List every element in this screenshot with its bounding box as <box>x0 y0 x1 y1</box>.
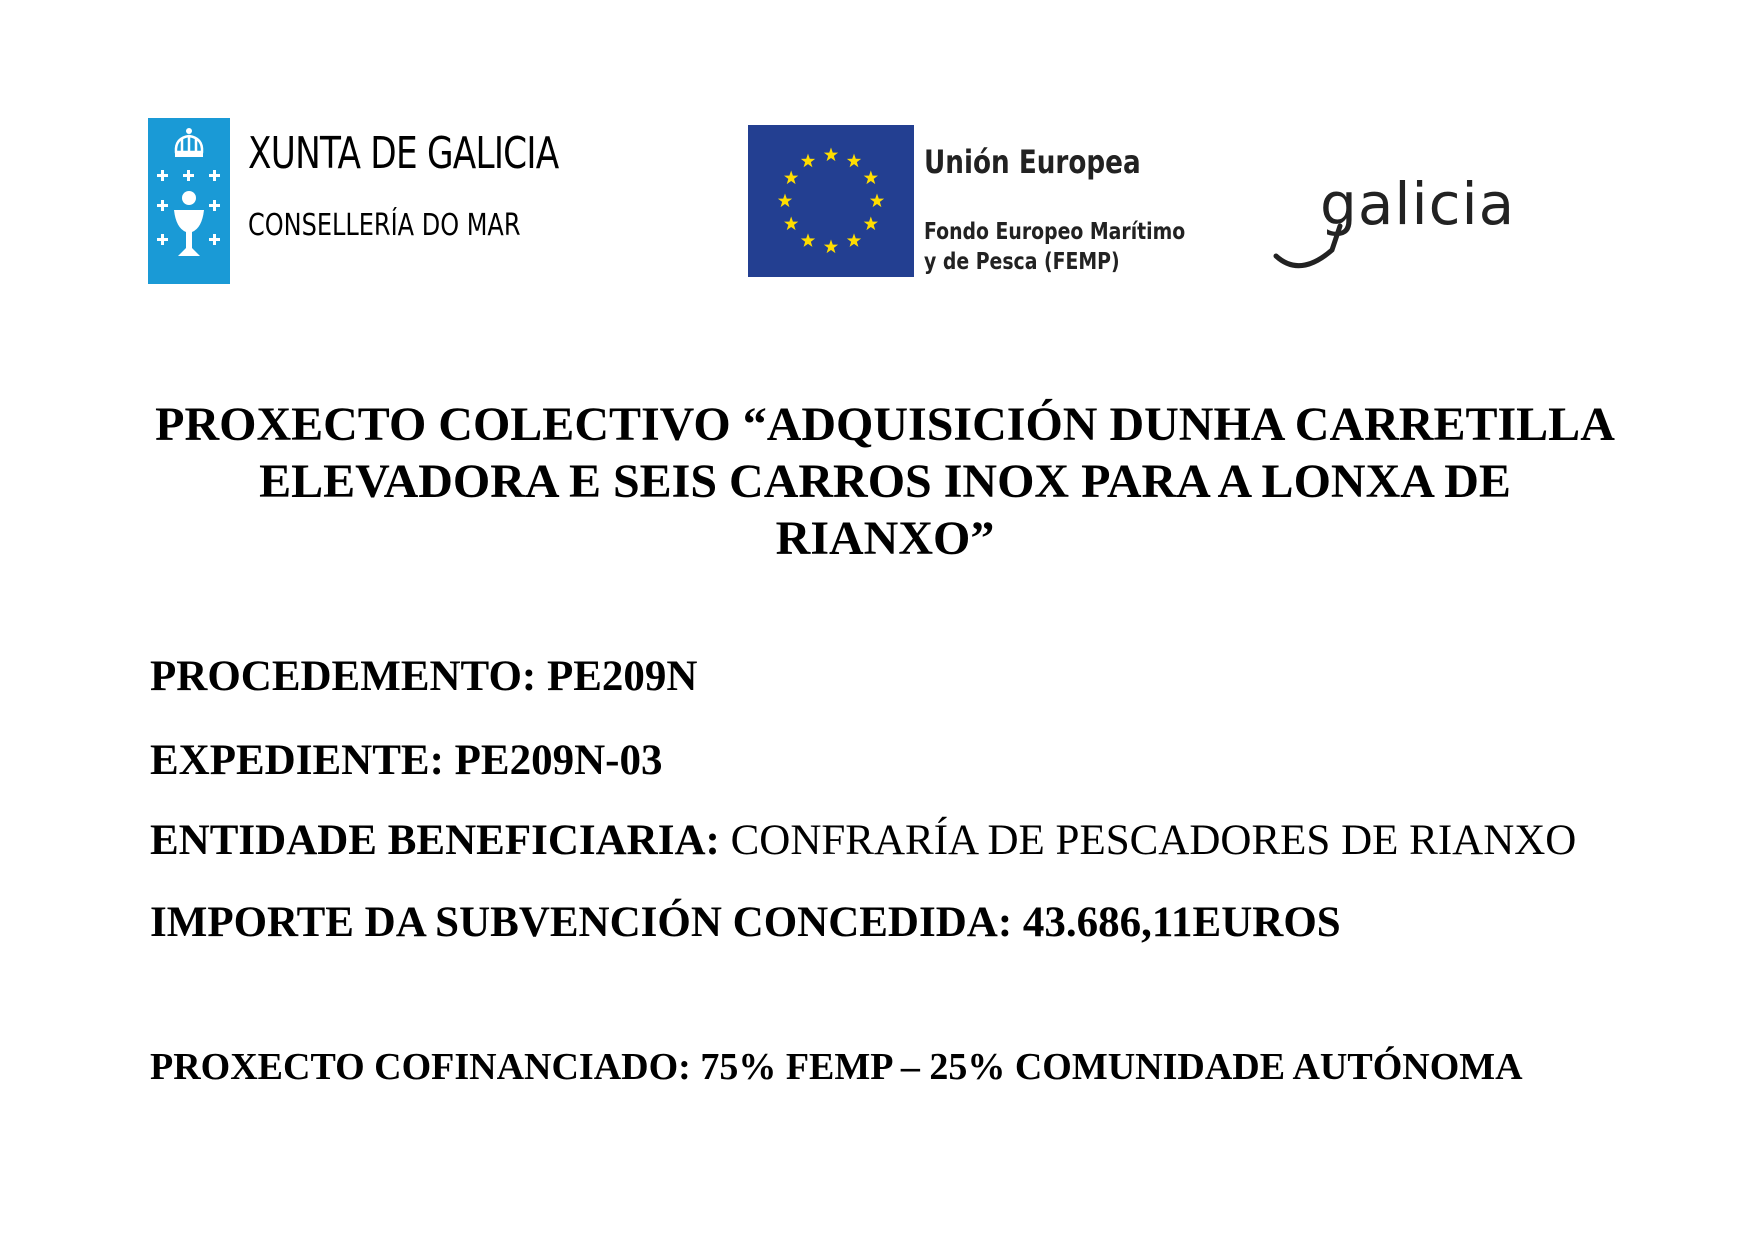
project-title: PROXECTO COLECTIVO “ADQUISICIÓN DUNHA CARRETILLA ELEVADORA E SEIS CARROS INOX PARA A LONXA DE RIANXO” <box>155 398 1615 565</box>
eu-fund-name: Fondo Europeo Marítimo y de Pesca (FEMP) <box>924 219 1186 275</box>
eu-femp-logo <box>748 125 1208 285</box>
procedemento-row <box>150 652 697 701</box>
eu-star-icon <box>778 194 792 208</box>
eu-star-icon <box>801 233 815 247</box>
cofinanciado-line: PROXECTO COFINANCIADO: 75% FEMP – 25% COMUNIDADE AUTÓNOMA <box>150 1046 1523 1088</box>
eu-star-icon <box>847 154 861 168</box>
importe-value: 43.686,11EUROS <box>1022 899 1341 946</box>
galicia-shield-icon <box>148 118 230 284</box>
importe-row <box>150 898 1341 947</box>
expediente-row <box>150 736 662 785</box>
procedemento-label: PROCEDEMENTO: <box>150 653 537 700</box>
entidade-row <box>150 816 1576 865</box>
eu-star-icon <box>801 154 815 168</box>
expediente-value: PE209N-03 <box>454 737 663 784</box>
xunta-name: XUNTA DE GALICIA <box>248 128 559 179</box>
xunta-de-galicia-logo <box>148 118 588 284</box>
xunta-department: CONSELLERÍA DO MAR <box>248 208 521 243</box>
eu-star-icon <box>824 148 838 162</box>
entidade-label: ENTIDADE BENEFICIARIA: <box>150 817 720 864</box>
eu-star-icon <box>784 217 798 231</box>
eu-star-icon <box>864 171 878 185</box>
expediente-label: EXPEDIENTE: <box>150 737 444 784</box>
procedemento-value: PE209N <box>546 653 698 700</box>
eu-star-icon <box>864 217 878 231</box>
eu-star-icon <box>784 171 798 185</box>
eu-flag-icon <box>748 125 914 277</box>
importe-label: IMPORTE DA SUBVENCIÓN CONCEDIDA: <box>150 899 1013 946</box>
eu-star-icon <box>824 240 838 254</box>
galicia-wordmark: galicia <box>1320 170 1516 238</box>
eu-name: Unión Europea <box>924 143 1141 181</box>
eu-star-icon <box>847 233 861 247</box>
entidade-value: CONFRARÍA DE PESCADORES DE RIANXO <box>730 817 1577 864</box>
eu-star-icon <box>870 194 884 208</box>
galicia-brand-logo <box>1270 170 1516 280</box>
